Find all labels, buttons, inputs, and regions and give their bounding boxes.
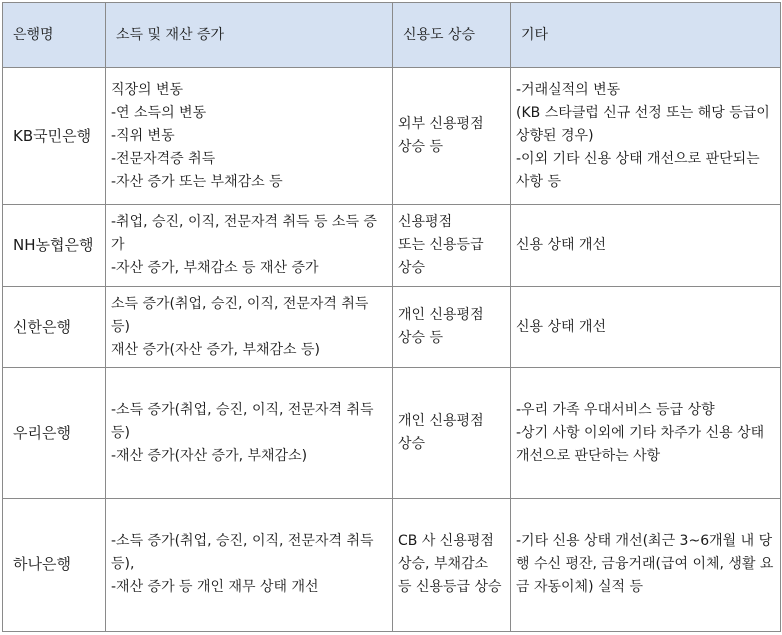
cell-line: -취업, 승진, 이직, 전문자격 취득 등 소득 증가 [111,214,377,254]
cell-line: 상승 등 [398,139,444,156]
cell-line: 상승 [398,260,426,277]
header-credit: 신용도 상승 [393,3,511,68]
income-cell [106,287,393,368]
cell-line: CB 사 신용평점 상승, 부채감소 등 신용등급 상승 [398,533,502,596]
cell-line: -이외 기타 신용 상태 개선으로 판단되는 사항 등 [516,150,760,190]
cell-line: -직위 변동 [111,127,175,144]
credit-cell [393,498,511,631]
income-cell [106,368,393,498]
credit-cell [393,205,511,287]
income-cell [106,205,393,287]
cell-line: 직장의 변동 [111,81,184,98]
cell-line: -자산 증가 또는 부채감소 등 [111,173,283,190]
credit-cell [393,368,511,498]
bank-name: 우리은행 [3,368,106,498]
cell-line: 소득 증가(취업, 승진, 이직, 전문자격 취득 등) [111,295,369,335]
cell-line: -재산 증가(자산 증가, 부채감소) [111,447,308,464]
bank-name: NH농협은행 [3,205,106,287]
table-row [3,368,781,498]
cell-line: 개인 신용평점 [398,307,484,324]
bank-comparison-table [2,2,781,632]
header-bank: 은행명 [3,3,106,68]
cell-line: 신용 상태 개선 [516,237,607,254]
cell-line: -소득 증가(취업, 승진, 이직, 전문자격 취득 등), [111,533,374,573]
header-income-assets: 소득 및 재산 증가 [106,3,393,68]
income-cell [106,498,393,631]
cell-line: 신용 상태 개선 [516,318,607,335]
other-cell [511,68,781,205]
cell-line: 상승 [398,436,426,453]
cell-line: -거래실적의 변동 [516,81,621,98]
header-other: 기타 [511,3,781,68]
cell-line: -전문자격증 취득 [111,150,216,167]
cell-line: -소득 증가(취업, 승진, 이직, 전문자격 취득 등) [111,401,374,441]
other-cell [511,287,781,368]
cell-line: 개인 신용평점 [398,413,484,430]
table-row [3,498,781,631]
income-cell [106,68,393,205]
cell-line: -우리 가족 우대서비스 등급 상향 [516,401,715,418]
cell-line: 또는 신용등급 [398,237,484,254]
bank-name: 하나은행 [3,498,106,631]
table-row [3,205,781,287]
other-cell [511,205,781,287]
bank-name: 신한은행 [3,287,106,368]
cell-line: 재산 증가(자산 증가, 부채감소 등) [111,341,320,358]
other-cell [511,368,781,498]
cell-line: -기타 신용 상태 개선(최근 3~6개월 내 당행 수신 평잔, 금융거래(급여 이체, 생활 요금 자동이체) 실적 등 [516,533,774,596]
cell-line: 외부 신용평점 [398,116,484,133]
bank-name: KB국민은행 [3,68,106,205]
cell-line: 신용평점 [398,214,453,231]
table-row [3,287,781,368]
credit-cell [393,68,511,205]
other-cell [511,498,781,631]
cell-line: (KB 스타클럽 신규 선정 또는 해당 등급이 상향된 경우) [516,104,770,144]
credit-cell [393,287,511,368]
cell-line: -자산 증가, 부채감소 등 재산 증가 [111,260,319,277]
cell-line: -재산 증가 등 개인 재무 상태 개선 [111,579,319,596]
cell-line: -연 소득의 변동 [111,104,207,121]
cell-line: 상승 등 [398,330,444,347]
cell-line: -상기 사항 이외에 기타 차주가 신용 상태 개선으로 판단하는 사항 [516,424,765,464]
header-row [3,3,781,68]
table-row [3,68,781,205]
